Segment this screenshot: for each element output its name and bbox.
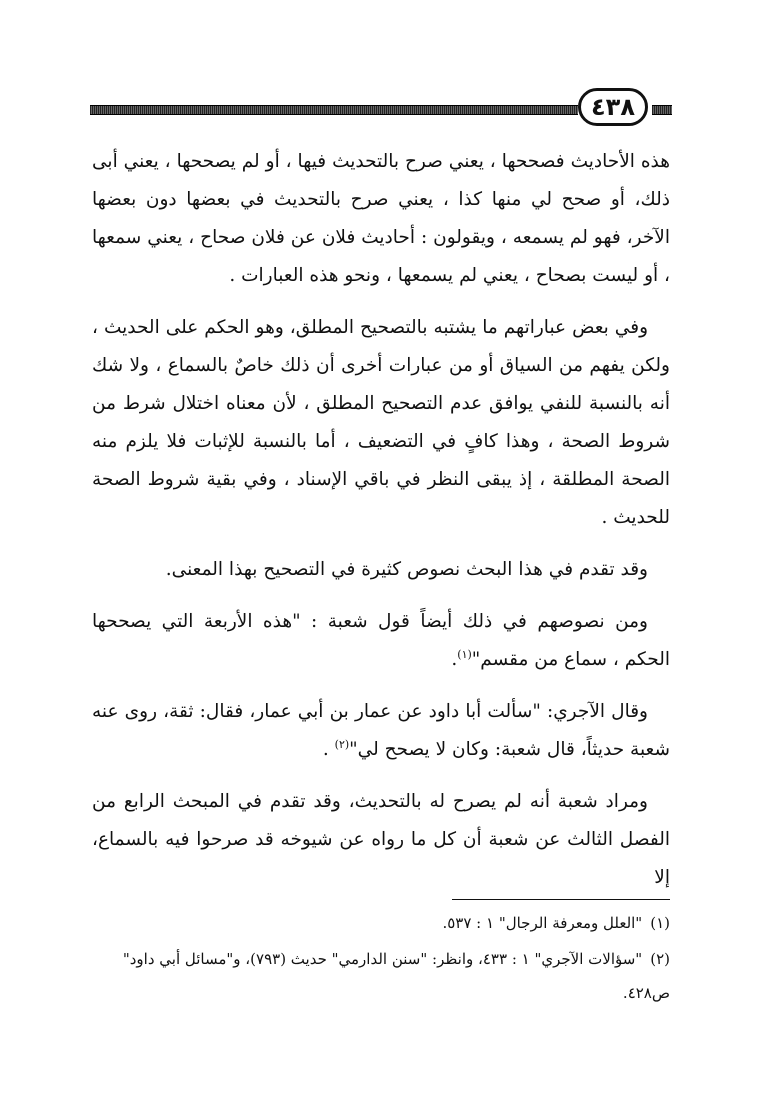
footnotes (92, 906, 670, 1012)
footnote-separator (452, 899, 670, 900)
footnote-ref-1[interactable]: (١) (457, 647, 472, 661)
paragraph: ومن نصوصهم في ذلك أيضاً قول شعبة : "هذه الأربعة التي يصححها الحكم ، سماع من مقسم"$^{(١)}$. (92, 611, 670, 670)
paragraph: وفي بعض عباراتهم ما يشتبه بالتصحيح المطلق، وهو الحكم على الحديث ، ولكن يفهم من السياق أو من عبارات أخرى أن ذلك خاصٌ بالسماع ، ولا شك أنه بالنسبة للنفي يوافق عدم التصحيح المطلق ، لأن معناه اختلال شرط من شروط الصحة ، وهذا كافٍ في التضعيف ، أما بالنسبة للإثبات فلا يلزم منه الصحة المطلقة ، إذ يبقى النظر في باقي الإسناد ، وفي بقية شروط الصحة للحديث . (92, 317, 670, 528)
page-header (90, 88, 672, 130)
footnote-number: (١) (650, 914, 670, 932)
main-text (92, 143, 670, 911)
footnote-2 (92, 942, 670, 1010)
header-rule-right (652, 105, 672, 115)
footnote-text: "سؤالات الآجري" ١ : ٤٣٣، وانظر: "سنن الدارمي" حديث (٧٩٣)، و"مسائل أبي داود" ص٤٢٨. (122, 950, 670, 1002)
paragraph-continued: هذه الأحاديث فصححها ، يعني صرح بالتحديث فيها ، أو لم يصححها ، يعني أبى ذلك، أو صحح لي منها كذا ، يعني صرح بالتحديث في بعضها دون بعضها الآخر، فهو لم يسمعه ، ويقولون : أحاديث فلان عن فلان صحاح ، يعني سمعها ، أو ليست بصحاح ، يعني لم يسمعها ، ونحو هذه العبارات . (92, 151, 670, 286)
header-rule-left (90, 105, 578, 115)
page-number: ٤٣٨ (578, 88, 648, 126)
paragraph: وقال الآجري: "سألت أبا داود عن عمار بن أبي عمار، فقال: ثقة، روى عنه شعبة حديثاً، قال شعبة: وكان لا يصحح لي"$^{(٢)}$ . (92, 701, 670, 760)
footnote-1 (92, 906, 670, 940)
footnote-text: "العلل ومعرفة الرجال" ١ : ٥٣٧. (442, 914, 643, 932)
paragraph: وقد تقدم في هذا البحث نصوص كثيرة في التصحيح بهذا المعنى. (165, 559, 648, 580)
footnote-ref-2[interactable]: (٢) (334, 737, 350, 751)
footnote-number: (٢) (650, 950, 670, 968)
paragraph: ومراد شعبة أنه لم يصرح له بالتحديث، وقد تقدم في المبحث الرابع من الفصل الثالث عن شعبة أن كل ما رواه عن شيوخه قد صرحوا فيه بالسماع، إلا (92, 791, 670, 888)
